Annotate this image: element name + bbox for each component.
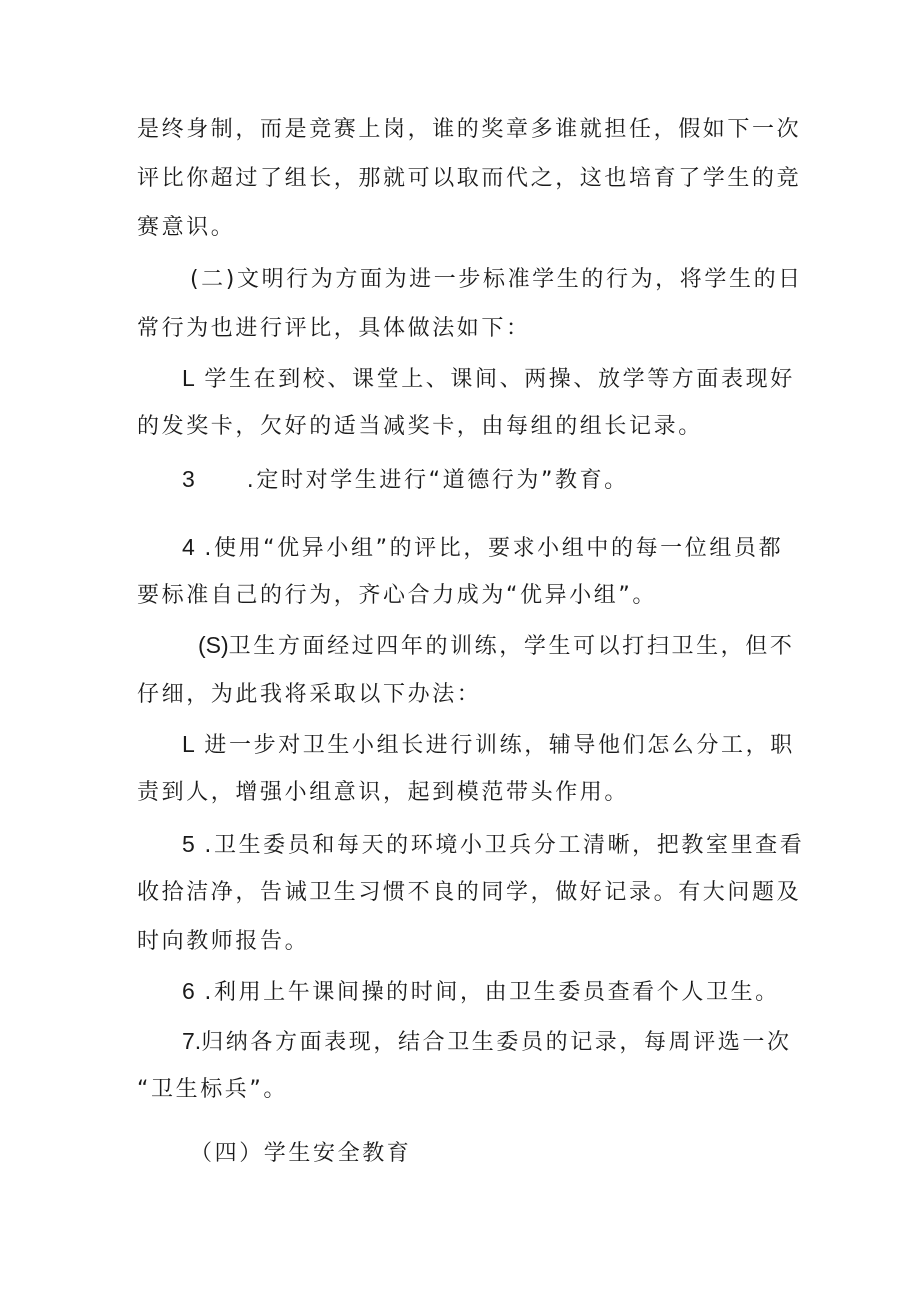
section-heading-safety-education: （四）学生安全教育 [190, 1141, 412, 1166]
paragraph-line: 责到人，增强小组意识，起到模范带头作用。 [137, 780, 630, 805]
section-heading-civilized-behavior: (二)文明行为方面为进一步标准学生的行为，将学生的日 [190, 267, 803, 292]
paragraph-line: 时向教师报告。 [137, 929, 310, 954]
list-marker: 5 [182, 831, 195, 857]
list-item-1b: L 进一步对卫生小组长进行训练，辅导他们怎么分工，职 [182, 731, 795, 758]
list-item-6: 6 .利用上午课间操的时间，由卫生委员查看个人卫生。 [182, 978, 780, 1005]
section-marker: (S) [198, 632, 229, 658]
list-marker: 6 [182, 978, 195, 1004]
section-heading-hygiene: (S)卫生方面经过四年的训练，学生可以打扫卫生，但不 [198, 632, 795, 659]
list-marker: L [182, 731, 195, 757]
list-marker: L [182, 365, 195, 391]
paragraph-line: 是终身制，而是竞赛上岗，谁的奖章多谁就担任，假如下一次 [137, 117, 802, 142]
list-item-7: 7.归纳各方面表现，结合卫生委员的记录，每周评选一次 [182, 1028, 792, 1055]
paragraph-line: 赛意识。 [137, 215, 236, 240]
paragraph-line: 常行为也进行评比，具体做法如下： [137, 316, 531, 341]
paragraph-line: 要标准自己的行为，齐心合力成为“优异小组”。 [137, 583, 657, 608]
paragraph-line: 仔细，为此我将采取以下办法： [137, 682, 482, 707]
list-marker: 4 [182, 534, 195, 560]
list-marker: 3 [182, 466, 195, 492]
paragraph-line: 收拾洁净，告诫卫生习惯不良的同学，做好记录。有大问题及 [137, 880, 802, 905]
list-item-1: L 学生在到校、课堂上、课间、两操、放学等方面表现好 [182, 365, 795, 392]
paragraph-line: 的发奖卡，欠好的适当减奖卡，由每组的组长记录。 [137, 414, 703, 439]
list-item-3: 3 .定时对学生进行“道德行为”教育。 [182, 466, 629, 493]
list-item-4: 4 .使用“优异小组”的评比，要求小组中的每一位组员都 [182, 534, 784, 561]
list-marker: 7. [182, 1028, 202, 1054]
paragraph-line: “卫生标兵”。 [137, 1077, 288, 1102]
list-item-5: 5 .卫生委员和每天的环境小卫兵分工清晰，把教室里查看 [182, 831, 805, 858]
paragraph-line: 评比你超过了组长，那就可以取而代之，这也培育了学生的竞 [137, 166, 802, 191]
